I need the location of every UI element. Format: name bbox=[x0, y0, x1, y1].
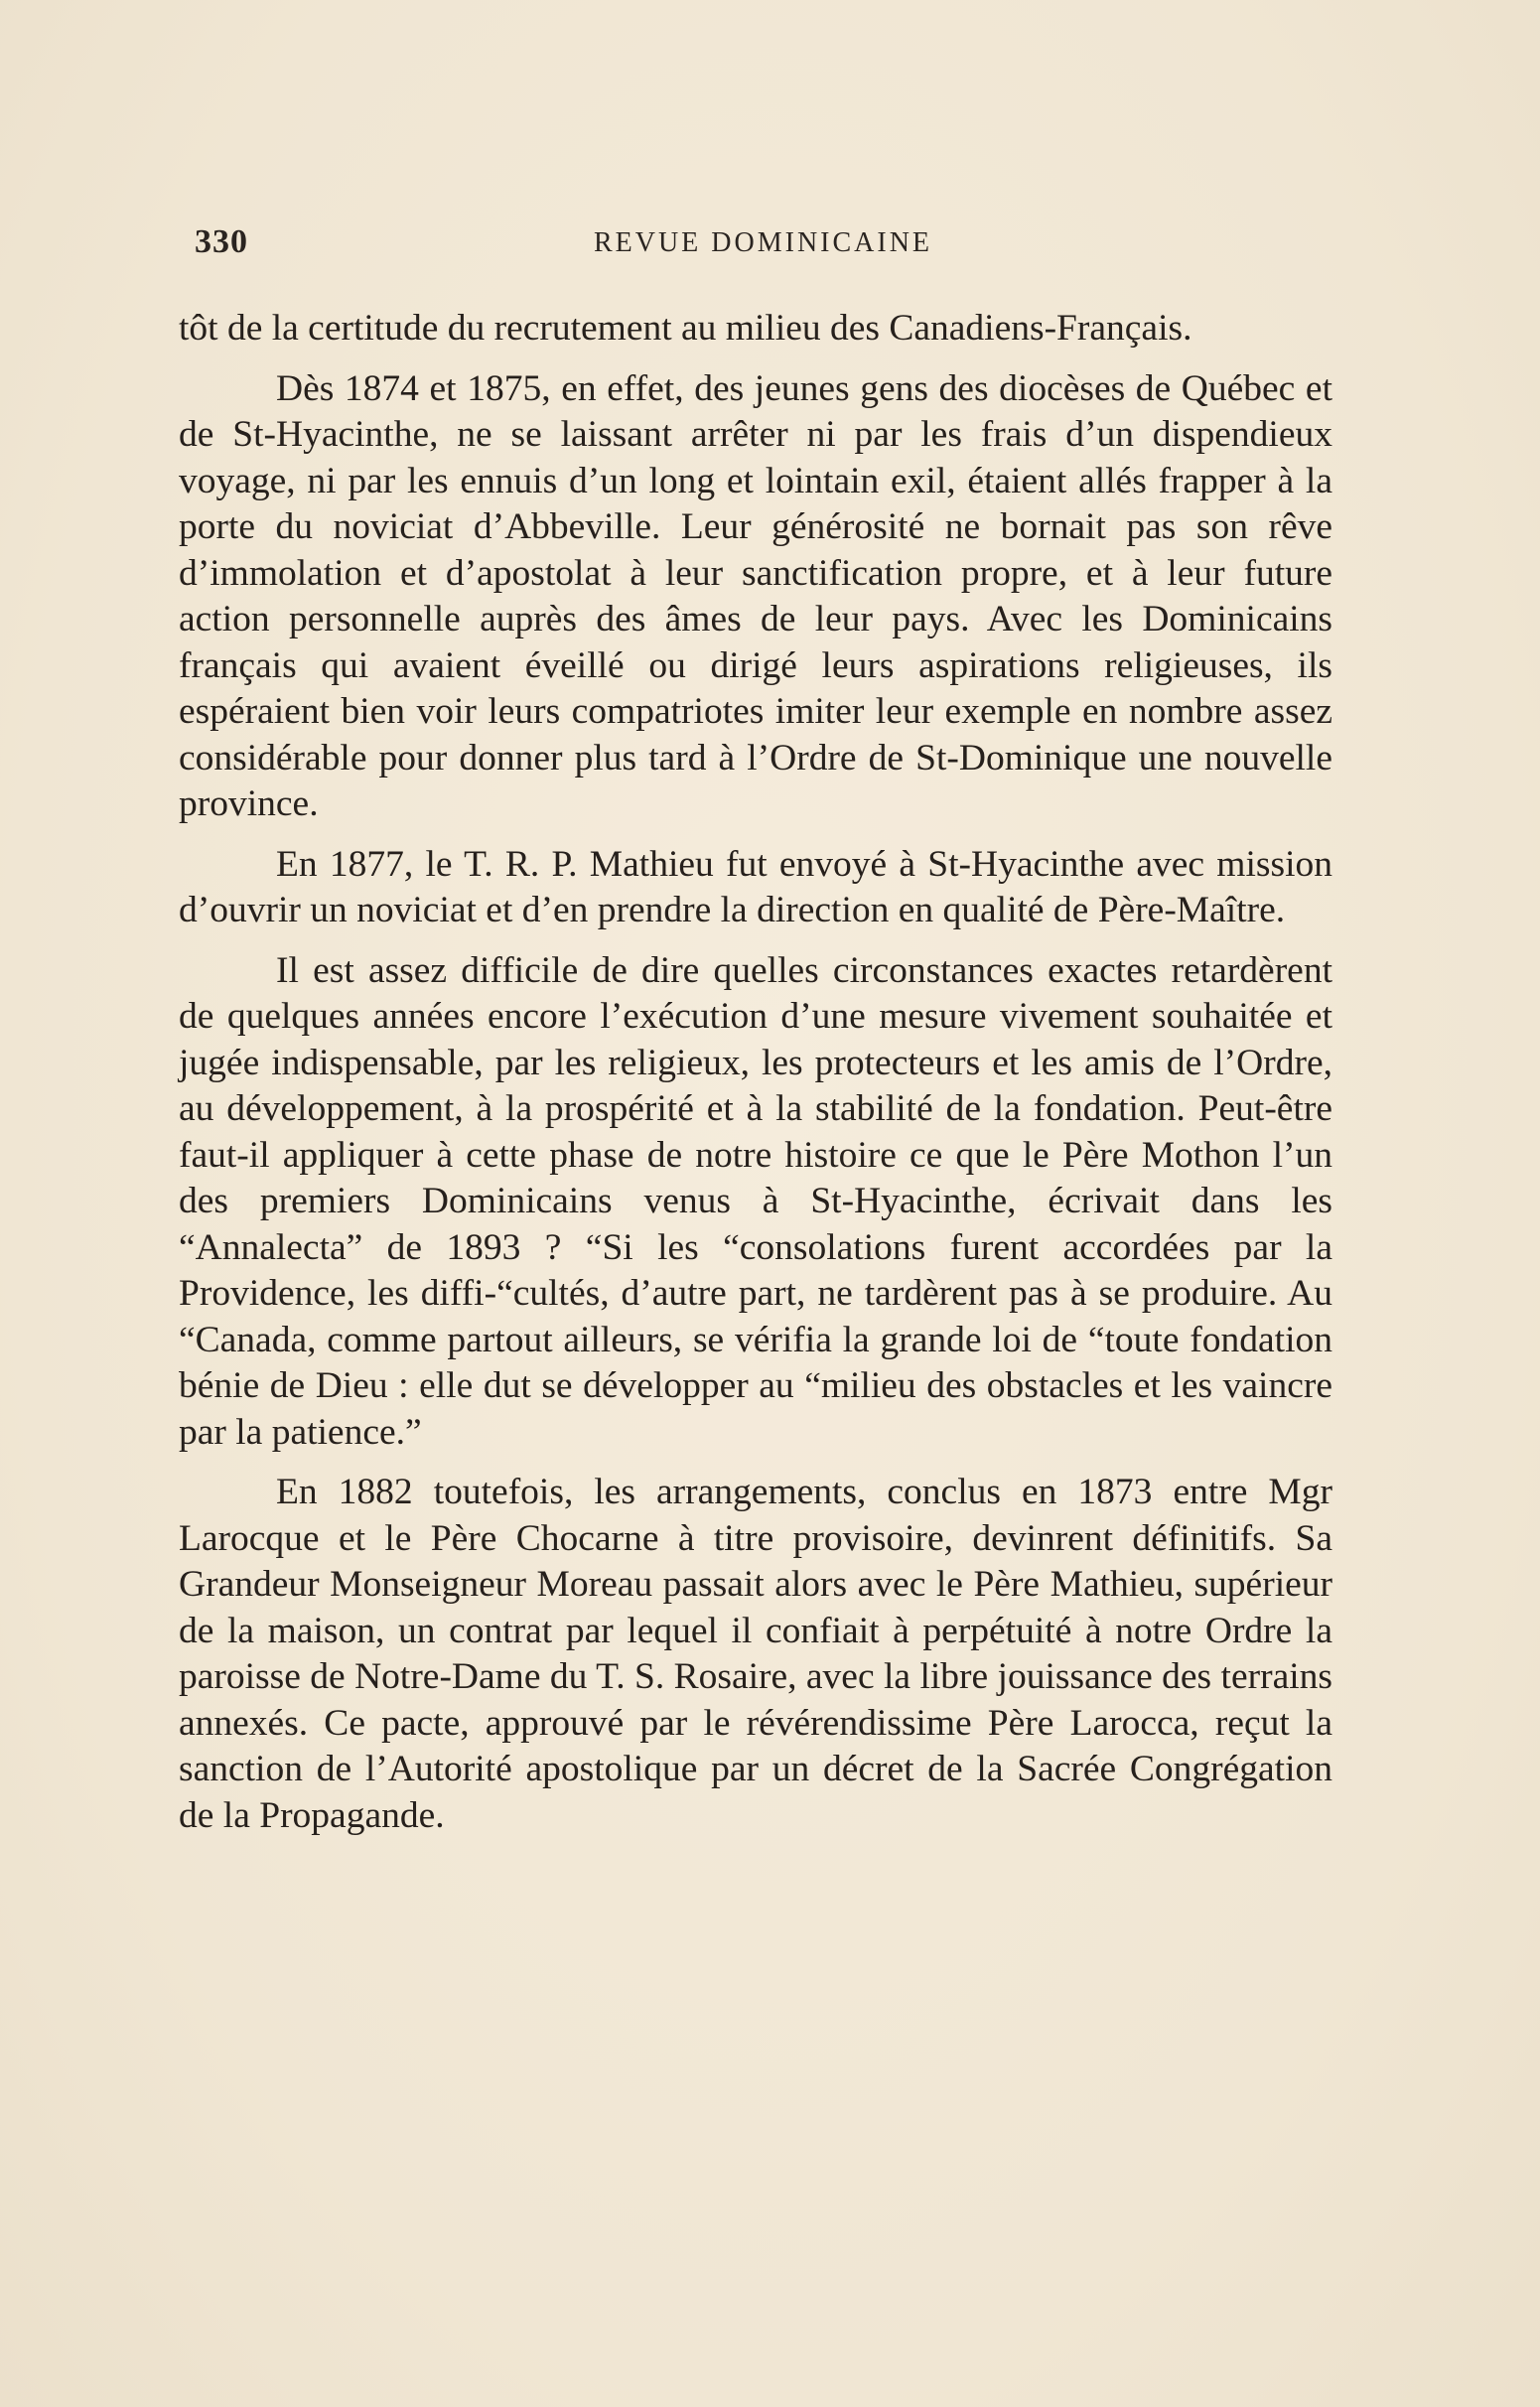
paragraph: En 1882 toutefois, les arrangements, conclus en 1873 entre Mgr Larocque et le Père Chocarne à titre provisoire, devinrent définitifs. Sa Grandeur Monseigneur Moreau passait alors avec le Père Mathieu, supérieur de la maison, un contrat par lequel il confiait à perpétuité à notre Ordre la paroisse de Notre-Dame du T. S. Rosaire, avec la libre jouissance des terrains annexés. Ce pacte, approuvé par le révérendissime Père Larocca, reçut la sanction de l’Autorité apostolique par un décret de la Sacrée Congrégation de la Propagande. bbox=[179, 1472, 1332, 1836]
running-title: REVUE DOMINICAINE bbox=[593, 227, 933, 258]
paragraph: En 1877, le T. R. P. Mathieu fut envoyé à St-Hyacinthe avec mission d’ouvrir un noviciat et d’en prendre la direction en qualité de Père-Maître. bbox=[179, 843, 1332, 930]
paragraph: Il est assez difficile de dire quelles circonstances exactes retardèrent de quelques années encore l’exécution d’une mesure vivement souhaitée et jugée indispensable, par les religieux, les protecteurs et les amis de l’Ordre, au développement, à la prospérité et à la stabilité de la fondation. Peut-être faut-il appliquer à cette phase de notre histoire ce que le Père Mothon l’un des premiers Dominicains venus à St-Hyacinthe, écrivait dans les “Annalecta” de 1893 ? “Si les “consolations furent accordées par la Providence, les diffi-“cultés, d’autre part, ne tardèrent pas à se produire. Au “Canada, comme partout ailleurs, se vérifia la grande loi de “toute fondation bénie de Dieu : elle dut se développer au “milieu des obstacles et les vaincre par la patience.” bbox=[179, 949, 1332, 1453]
paragraph-continued: tôt de la certitude du recrutement au milieu des Canadiens-Français. bbox=[179, 308, 1192, 349]
body-text bbox=[179, 306, 1332, 1853]
page-number: 330 bbox=[195, 223, 248, 260]
paragraph: Dès 1874 et 1875, en effet, des jeunes gens des diocèses de Québec et de St-Hyacinthe, ne se laissant arrêter ni par les frais d’un dispendieux voyage, ni par les ennuis d’un long et lointain exil, étaient allés frapper à la porte du noviciat d’Abbeville. Leur générosité ne bornait pas son rêve d’immolation et d’apostolat à leur sanctification propre, et à leur future action personnelle auprès des âmes de leur pays. Avec les Dominicains français qui avaient éveillé ou dirigé leurs aspirations religieuses, ils espéraient bien voir leurs compatriotes imiter leur exemple en nombre assez considérable pour donner plus tard à l’Ordre de St-Dominique une nouvelle province. bbox=[179, 367, 1332, 824]
page-header bbox=[195, 223, 1331, 273]
